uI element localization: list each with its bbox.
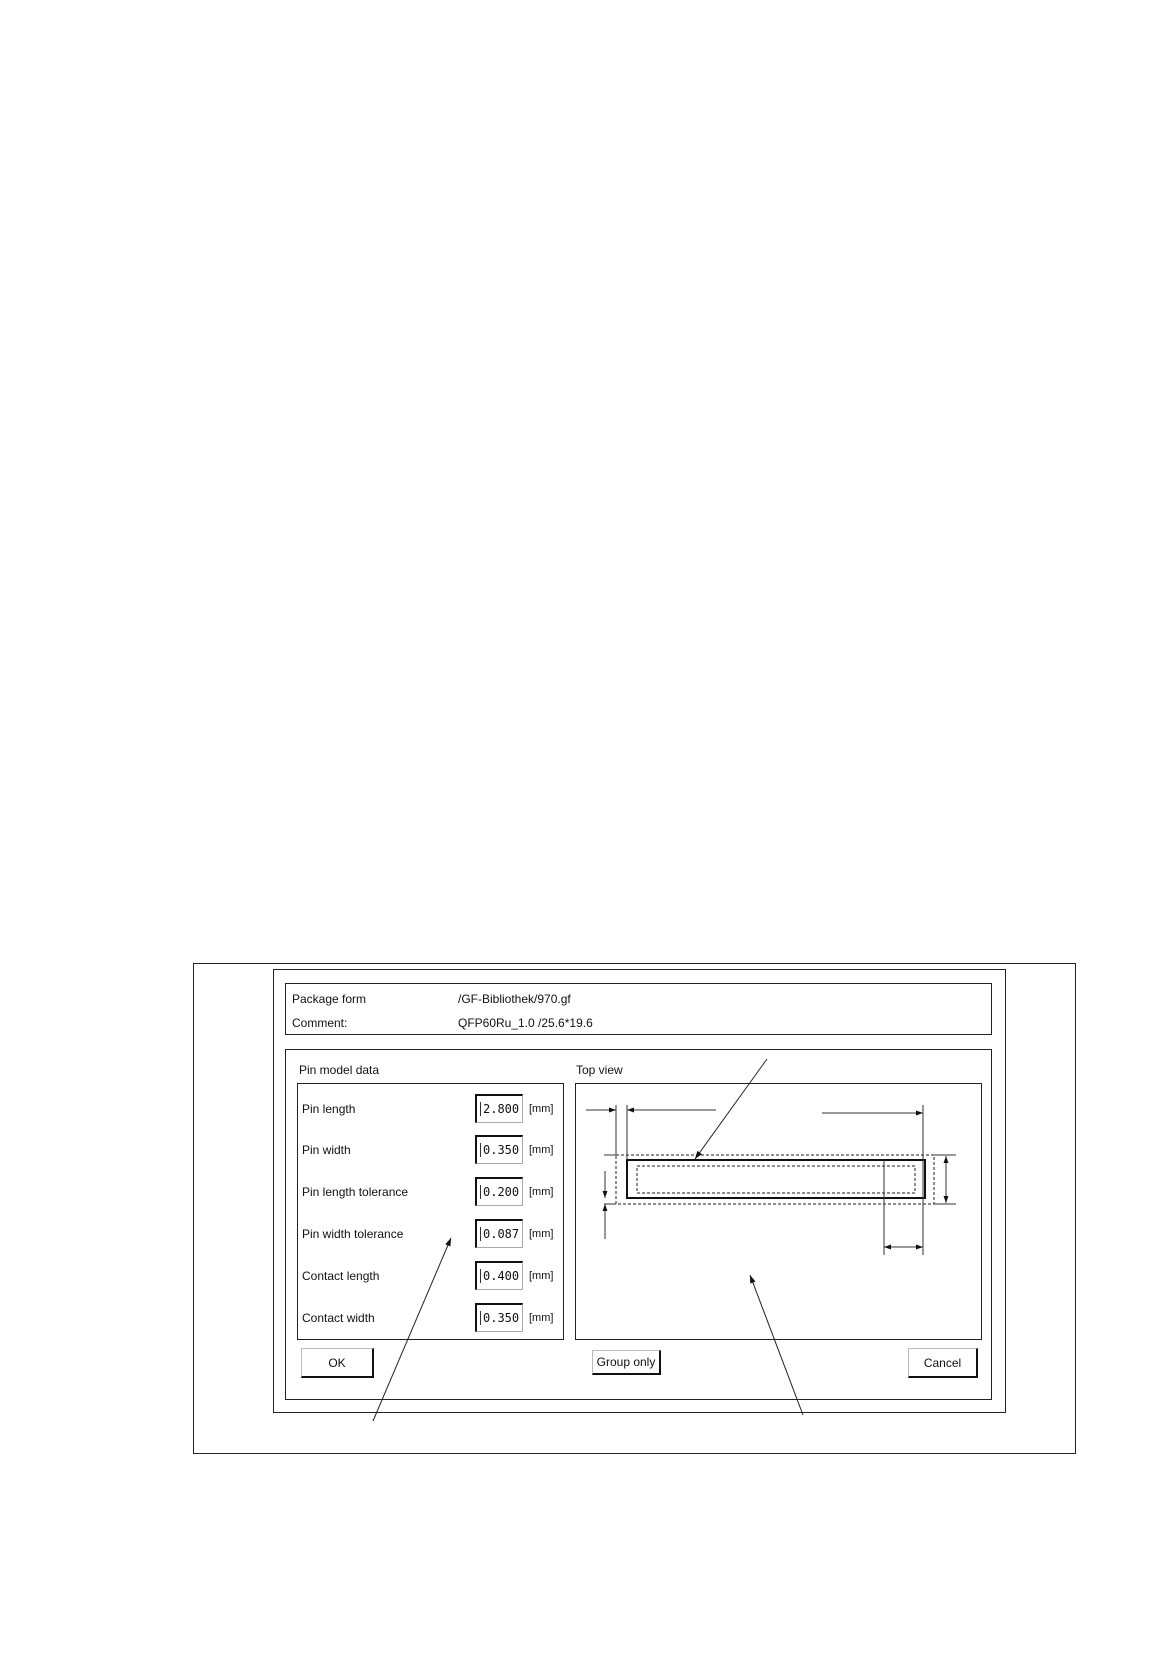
pin-length-tolerance-unit: [mm] [529, 1186, 554, 1198]
pin-width-tolerance-label: Pin width tolerance [302, 1227, 404, 1241]
comment-value: QFP60Ru_1.0 /25.6*19.6 [458, 1016, 593, 1030]
callout-arrow-pin-outline [695, 1059, 767, 1159]
package-form-label: Package form [292, 992, 367, 1006]
pin-length-tolerance-label: Pin length tolerance [302, 1185, 409, 1199]
pin-model-title: Pin model data [299, 1063, 380, 1077]
ok-button[interactable]: OK [301, 1348, 374, 1378]
contact-width-value: 0.350 [483, 1311, 520, 1325]
pin-width-unit: [mm] [529, 1144, 554, 1156]
pin-width-tolerance-value: 0.087 [483, 1227, 520, 1241]
pin-length-value: 2.800 [483, 1102, 520, 1116]
contact-length-unit: [mm] [529, 1270, 554, 1282]
comment-label: Comment: [292, 1016, 348, 1030]
top-view-title: Top view [576, 1063, 623, 1077]
group-only-button[interactable]: Group only [592, 1350, 661, 1375]
contact-length-value: 0.400 [483, 1269, 520, 1283]
callout-arrow-top-view [750, 1275, 803, 1415]
contact-length-label: Contact length [302, 1269, 380, 1283]
contact-width-label: Contact width [302, 1311, 375, 1325]
pin-length-unit: [mm] [529, 1103, 554, 1115]
pin-width-label: Pin width [302, 1143, 351, 1157]
cancel-button[interactable]: Cancel [908, 1348, 978, 1378]
contact-width-unit: [mm] [529, 1312, 554, 1324]
package-form-value: /GF-Bibliothek/970.gf [458, 992, 571, 1006]
pin-width-value: 0.350 [483, 1143, 520, 1157]
callout-arrow-fields [373, 1238, 451, 1421]
pin-width-tolerance-unit: [mm] [529, 1228, 554, 1240]
pin-length-label: Pin length [302, 1102, 356, 1116]
pin-length-tolerance-value: 0.200 [483, 1185, 520, 1199]
